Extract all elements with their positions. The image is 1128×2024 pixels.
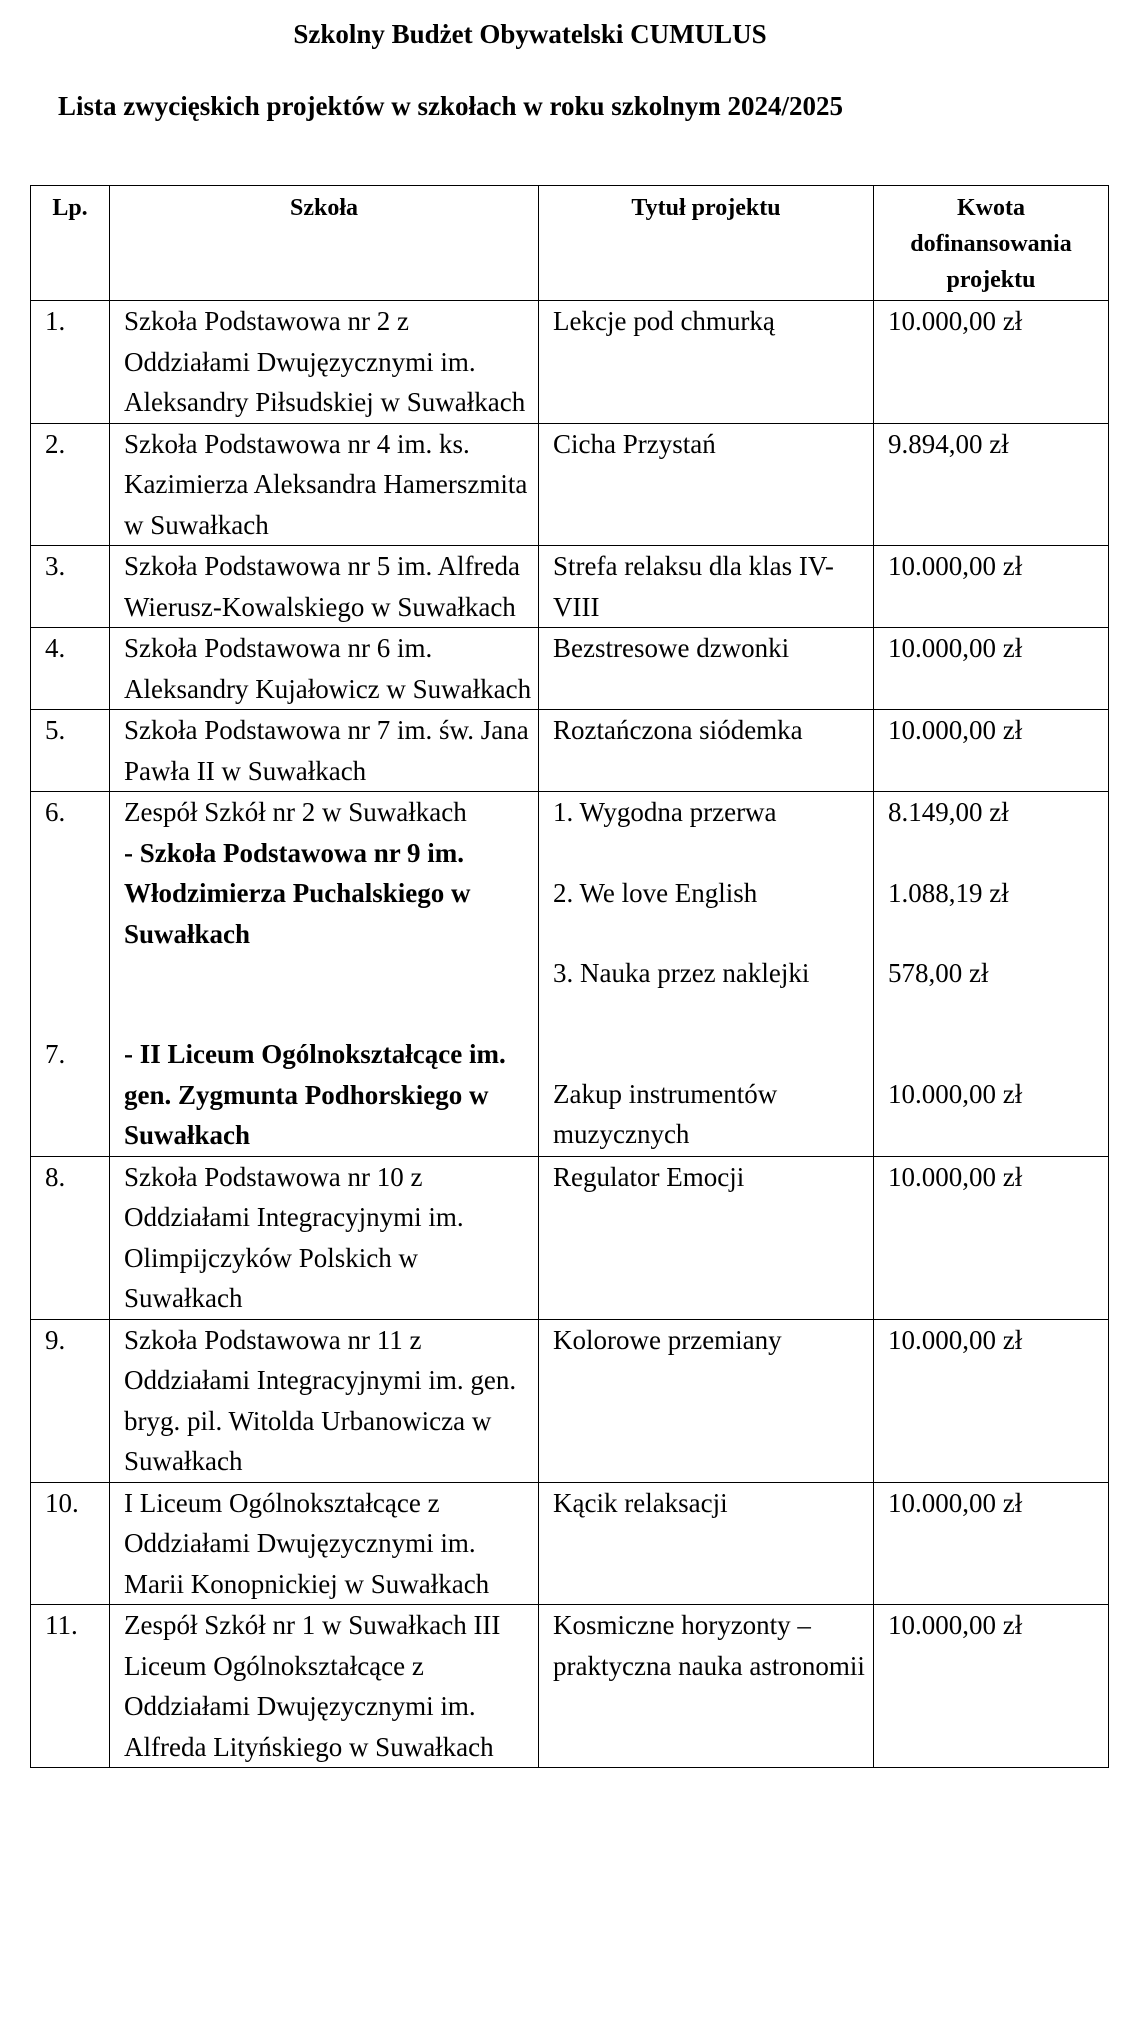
cell-lp-group xyxy=(31,792,110,1157)
table-row-group xyxy=(31,792,1109,1157)
cell-lp: 4. xyxy=(31,628,110,710)
cell-school: Szkoła Podstawowa nr 2 z Oddziałami Dwujęzycznymi im. Aleksandry Piłsudskiej w Suwałkach xyxy=(110,301,539,424)
table-row xyxy=(31,1605,1109,1768)
cell-amount: 10.000,00 zł xyxy=(874,1605,1109,1768)
cell-school: - Szkoła Podstawowa nr 9 im. Włodzimierza Puchalskiego w Suwałkach xyxy=(124,837,471,949)
cell-lp: 3. xyxy=(31,546,110,628)
cell-lp: 2. xyxy=(31,423,110,546)
table-row xyxy=(31,1319,1109,1482)
cell-amount: 10.000,00 zł xyxy=(874,710,1109,792)
table-row xyxy=(31,628,1109,710)
group-parent-school: Zespół Szkół nr 2 w Suwałkach xyxy=(124,797,467,827)
cell-amount: 578,00 zł xyxy=(888,958,989,988)
cell-project: 1. Wygodna przerwa xyxy=(553,797,777,827)
cell-amount: 8.149,00 zł xyxy=(888,797,1009,827)
header-amount-line3: projektu xyxy=(946,267,1036,293)
cell-school: I Liceum Ogólnokształcące z Oddziałami Dwujęzycznymi im. Marii Konopnickiej w Suwałkach xyxy=(110,1482,539,1605)
cell-project-group xyxy=(539,792,874,1157)
table-row xyxy=(31,1156,1109,1319)
header-amount xyxy=(874,186,1109,301)
cell-amount: 10.000,00 zł xyxy=(874,1319,1109,1482)
cell-project: Regulator Emocji xyxy=(539,1156,874,1319)
cell-project: Cicha Przystań xyxy=(539,423,874,546)
cell-school: Szkoła Podstawowa nr 10 z Oddziałami Integracyjnymi im. Olimpijczyków Polskich w Suwałkach xyxy=(110,1156,539,1319)
cell-amount: 1.088,19 zł xyxy=(888,877,1009,908)
cell-amount: 9.894,00 zł xyxy=(874,423,1109,546)
cell-amount: 10.000,00 zł xyxy=(874,1482,1109,1605)
cell-project: Strefa relaksu dla klas IV-VIII xyxy=(539,546,874,628)
cell-school: Szkoła Podstawowa nr 7 im. św. Jana Pawła II w Suwałkach xyxy=(110,710,539,792)
document-title: Szkolny Budżet Obywatelski CUMULUS xyxy=(293,19,767,49)
document-subtitle: Lista zwycięskich projektów w szkołach w roku szkolnym 2024/2025 xyxy=(58,91,844,121)
cell-project: Kolorowe przemiany xyxy=(539,1319,874,1482)
header-project-title: Tytuł projektu xyxy=(539,186,874,301)
cell-amount: 10.000,00 zł xyxy=(874,1156,1109,1319)
cell-project: Zakup instrumentów muzycznych xyxy=(553,1078,778,1149)
cell-project: Bezstresowe dzwonki xyxy=(539,628,874,710)
table-row xyxy=(31,301,1109,424)
cell-school: Szkoła Podstawowa nr 4 im. ks. Kazimierza Aleksandra Hamerszmita w Suwałkach xyxy=(110,423,539,546)
header-amount-line2: dofinansowania xyxy=(910,231,1072,257)
cell-school: Zespół Szkół nr 1 w Suwałkach III Liceum Ogólnokształcące z Oddziałami Dwujęzycznymi im. Alfreda Lityńskiego w Suwałkach xyxy=(110,1605,539,1768)
cell-school: Szkoła Podstawowa nr 6 im. Aleksandry Kujałowicz w Suwałkach xyxy=(110,628,539,710)
cell-amount: 10.000,00 zł xyxy=(874,301,1109,424)
table-header-row xyxy=(31,186,1109,301)
cell-lp: 7. xyxy=(45,1038,66,1069)
cell-project: Roztańczona siódemka xyxy=(539,710,874,792)
cell-project: Lekcje pod chmurką xyxy=(539,301,874,424)
projects-table xyxy=(30,185,1109,1768)
cell-amount: 10.000,00 zł xyxy=(874,546,1109,628)
cell-lp: 11. xyxy=(31,1605,110,1768)
cell-project: Kosmiczne horyzonty – praktyczna nauka astronomii xyxy=(539,1605,874,1768)
cell-project: 3. Nauka przez naklejki xyxy=(553,958,810,988)
header-lp: Lp. xyxy=(31,186,110,301)
cell-amount: 10.000,00 zł xyxy=(874,628,1109,710)
cell-school: Szkoła Podstawowa nr 11 z Oddziałami Integracyjnymi im. gen. bryg. pil. Witolda Urbanowicza w Suwałkach xyxy=(110,1319,539,1482)
cell-lp: 5. xyxy=(31,710,110,792)
cell-lp: 1. xyxy=(31,301,110,424)
cell-lp: 8. xyxy=(31,1156,110,1319)
cell-school: - II Liceum Ogólnokształcące im. gen. Zygmunta Podhorskiego w Suwałkach xyxy=(124,1039,506,1150)
table-row xyxy=(31,546,1109,628)
cell-project: Kącik relaksacji xyxy=(539,1482,874,1605)
table-row xyxy=(31,423,1109,546)
cell-lp: 10. xyxy=(31,1482,110,1605)
table-row xyxy=(31,1482,1109,1605)
cell-lp: 6. xyxy=(45,797,66,827)
cell-amount: 10.000,00 zł xyxy=(888,1078,1023,1109)
header-amount-line1: Kwota xyxy=(957,195,1025,221)
cell-school-group xyxy=(110,792,539,1157)
cell-project: 2. We love English xyxy=(553,877,758,908)
header-school: Szkoła xyxy=(110,186,539,301)
table-row xyxy=(31,710,1109,792)
cell-lp: 9. xyxy=(31,1319,110,1482)
cell-school: Szkoła Podstawowa nr 5 im. Alfreda Wierusz-Kowalskiego w Suwałkach xyxy=(110,546,539,628)
cell-amount-group xyxy=(874,792,1109,1157)
